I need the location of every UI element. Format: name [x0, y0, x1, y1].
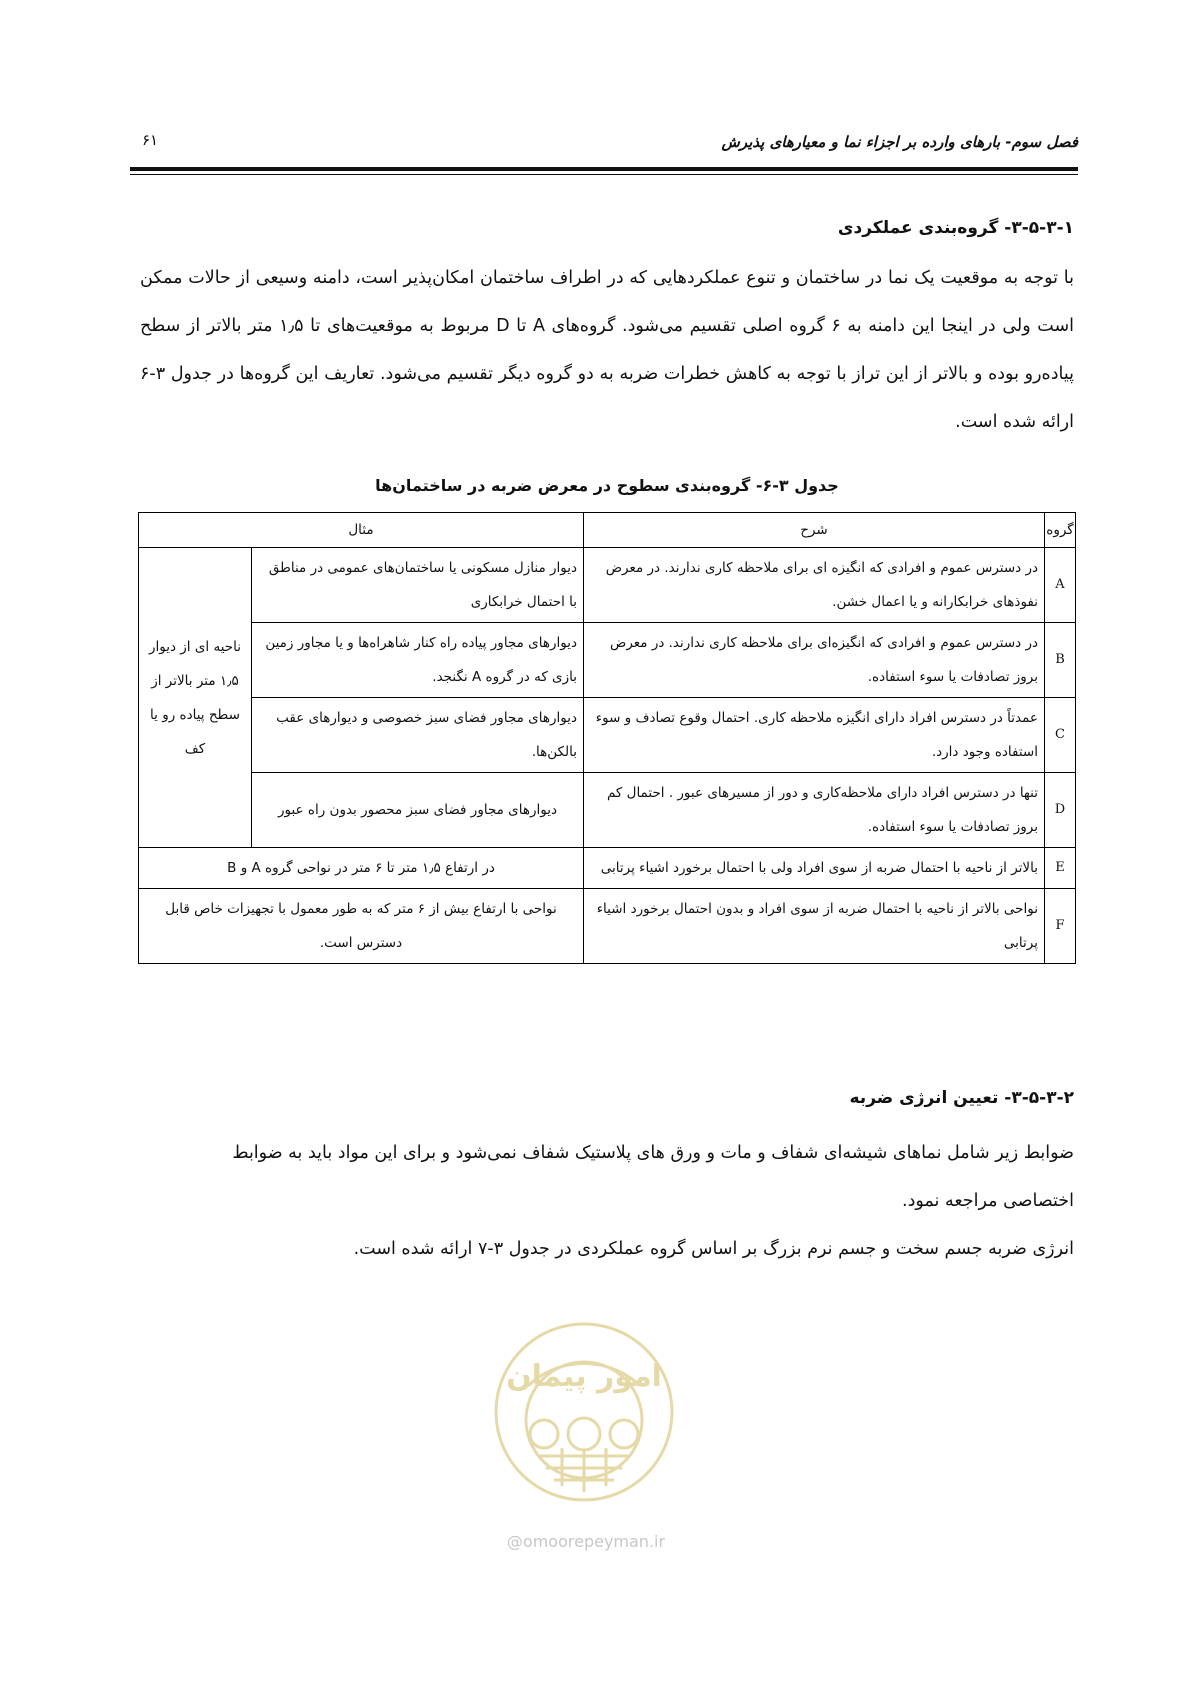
- page-header: [130, 125, 1078, 173]
- table-row: [139, 548, 1076, 623]
- group-cell: F: [1045, 889, 1076, 964]
- group-cell: C: [1045, 698, 1076, 773]
- description-cell: نواحی بالاتر از ناحیه با احتمال ضربه از سوی افراد و بدون احتمال برخورد اشیاء پرتابی: [584, 889, 1045, 964]
- impact-groups-table: [138, 512, 1076, 964]
- chapter-title: فصل سوم- بارهای وارده بر اجزاء نما و معیارهای پذیرش: [721, 133, 1078, 151]
- description-cell: در دسترس عموم و افرادی که انگیزه ای برای ملاحظه کاری ندارند. در معرض نفوذهای خرابکارانه و یا اعمال خشن.: [584, 548, 1045, 623]
- table-row: [139, 889, 1076, 964]
- header-rule-thin: [130, 174, 1078, 175]
- example-cell: نواحی با ارتفاع بیش از ۶ متر که به طور معمول با تجهیزات خاص قابل دسترس است.: [139, 889, 584, 964]
- description-cell: در دسترس عموم و افرادی که انگیزه‌ای برای ملاحظه کاری ندارند. در معرض بروز تصادفات یا سوء استفاده.: [584, 623, 1045, 698]
- example-cell: در ارتفاع ۱٫۵ متر تا ۶ متر در نواحی گروه A و B: [139, 848, 584, 889]
- section2-line: ضوابط زیر شامل نماهای شیشه‌ای شفاف و مات و ورق های پلاستیک شفاف نمی‌شود و برای این مواد باید به ضوابط: [232, 1143, 1074, 1163]
- watermark-logo: [488, 1316, 680, 1508]
- table-row: [139, 773, 1076, 848]
- header-example: مثال: [139, 513, 584, 548]
- section2-line: اختصاصی مراجعه نمود.: [902, 1191, 1074, 1211]
- header-description: شرح: [584, 513, 1045, 548]
- section2-line: انرژی ضربه جسم سخت و جسم نرم بزرگ بر اساس گروه عملکردی در جدول ۳-۷ ارائه شده است.: [353, 1239, 1074, 1259]
- table-row: [139, 623, 1076, 698]
- table-caption: جدول ۳-۶- گروه‌بندی سطوح در معرض ضربه در ساختمان‌ها: [375, 476, 839, 495]
- header-group: گروه: [1045, 513, 1076, 548]
- page-number: ۶۱: [142, 131, 159, 149]
- header-rule-thick: [130, 167, 1078, 171]
- description-cell: عمدتاً در دسترس افراد دارای انگیزه ملاحظه کاری. احتمال وقوع تصادف و سوء استفاده وجود دارد.: [584, 698, 1045, 773]
- example-cell: دیوارهای مجاور فضای سبز خصوصی و دیوارهای عقب بالکن‌ها.: [252, 698, 584, 773]
- table-row: [139, 698, 1076, 773]
- group-cell: E: [1045, 848, 1076, 889]
- section1-paragraph: با توجه به موقعیت یک نما در ساختمان و تنوع عملکردهایی که در اطراف ساختمان امکان‌پذیر است، دامنه وسیعی از حالات ممکن است ولی در اینجا این دامنه به ۶ گروه اصلی تقسیم می‌شود. گروه‌های A تا D مربوط به موقعیت‌های تا ۱٫۵ متر بالاتر از سطح پیاده‌رو بوده و بالاتر از این تراز با توجه به کاهش خطرات ضربه به دو گروه دیگر تقسیم می‌شود. تعاریف این گروه‌ها در جدول ۳-۶ ارائه شده است.: [140, 268, 1074, 432]
- group-cell: D: [1045, 773, 1076, 848]
- description-cell: تنها در دسترس افراد دارای ملاحظه‌کاری و دور از مسیرهای عبور . احتمال کم بروز تصادفات یا سوء استفاده.: [584, 773, 1045, 848]
- group-cell: B: [1045, 623, 1076, 698]
- section-heading-impact-energy: ۳-۵-۳-۲- تعیین انرژی ضربه: [849, 1088, 1074, 1108]
- example-cell: دیوارهای مجاور فضای سبز محصور بدون راه عبور: [252, 773, 584, 848]
- zone-note-cell: ناحیه ای از دیوار ۱٫۵ متر بالاتر از سطح پیاده رو یا کف: [139, 548, 252, 848]
- section-heading-functional-grouping: ۳-۵-۳-۱- گروه‌بندی عملکردی: [837, 218, 1074, 238]
- example-cell: دیوارهای مجاور پیاده راه کنار شاهراه‌ها و یا مجاور زمین بازی که در گروه A نگنجد.: [252, 623, 584, 698]
- table-row: [139, 848, 1076, 889]
- description-cell: بالاتر از ناحیه با احتمال ضربه از سوی افراد ولی با احتمال برخورد اشیاء پرتابی: [584, 848, 1045, 889]
- section2-paragraph: [140, 1129, 1074, 1273]
- group-cell: A: [1045, 548, 1076, 623]
- example-cell: دیوار منازل مسکونی یا ساختمان‌های عمومی در مناطق با احتمال خرابکاری: [252, 548, 584, 623]
- table-header-row: [139, 513, 1076, 548]
- watermark-url: @omoorepeyman.ir: [506, 1532, 666, 1551]
- watermark-logo-text: امور پیمان: [506, 1359, 662, 1394]
